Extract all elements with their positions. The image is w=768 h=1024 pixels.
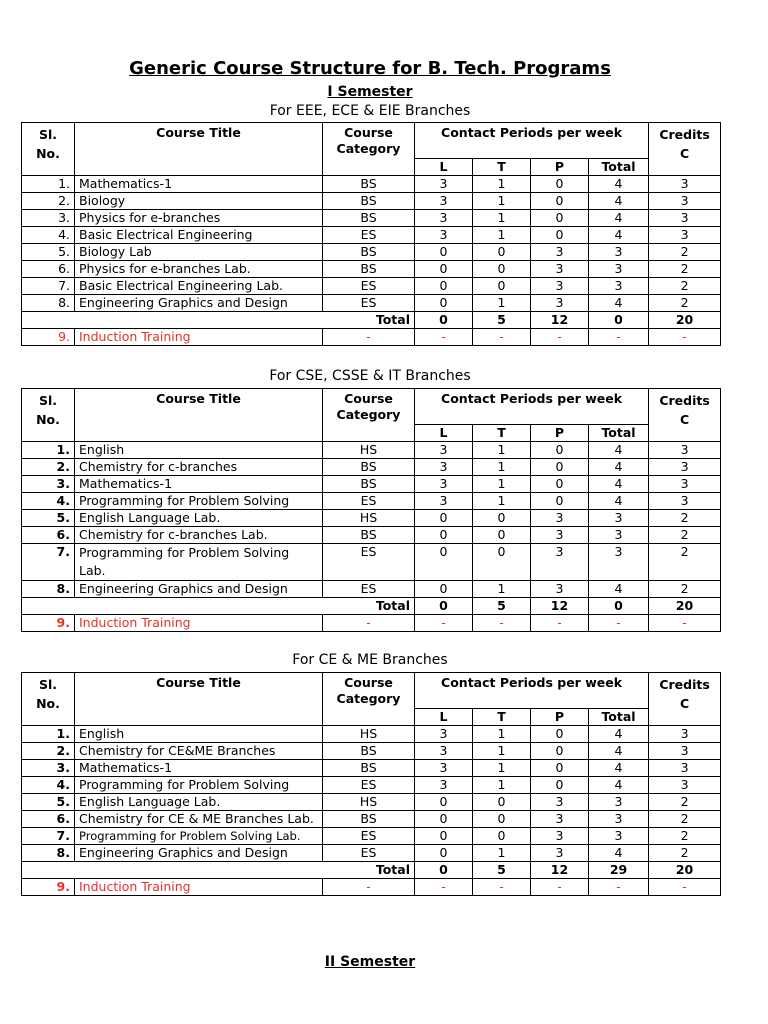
table-row: 4. Basic Electrical Engineering ES 3 1 0 4 3 [22,227,721,244]
l-header: L [415,159,473,176]
table-row: 8. Engineering Graphics and Design ES 0 1 3 4 2 [22,295,721,312]
table-row: 5. English Language Lab. HS 0 0 3 3 2 [22,510,721,527]
table-row: 3. Mathematics-1 BS 3 1 0 4 3 [22,760,721,777]
table-header-row [22,673,721,709]
branch-heading: For CE & ME Branches [292,652,448,668]
course-title-header: Course Title [75,123,323,176]
table-row: 6. Physics for e-branches Lab. BS 0 0 3 3 2 [22,261,721,278]
course-table-cse-csse-it [21,388,721,632]
branch-heading: For CSE, CSSE & IT Branches [269,368,471,384]
induction-row: 9. Induction Training - - - - - - [22,879,721,896]
table-row: 3. Physics for e-branches BS 3 1 0 4 3 [22,210,721,227]
table-row: 2. Chemistry for c-branches BS 3 1 0 4 3 [22,459,721,476]
l-header: L [415,425,473,442]
sl-header: Sl. No. [22,123,75,176]
course-title-header: Course Title [75,673,323,726]
branch-heading: For EEE, ECE & EIE Branches [269,103,471,119]
table-row: 3. Mathematics-1 BS 3 1 0 4 3 [22,476,721,493]
table-row: 5. English Language Lab. HS 0 0 3 3 2 [22,794,721,811]
total-row: Total 0 5 12 29 20 [22,862,721,879]
table-header-row [22,389,721,425]
l-header: L [415,709,473,726]
total-row: Total 0 5 12 0 20 [22,598,721,615]
table-header-row [22,123,721,159]
table-row: 6. Chemistry for c-branches Lab. BS 0 0 3 3 2 [22,527,721,544]
credits-header: Credits C [649,673,721,726]
table-row: 1. English HS 3 1 0 4 3 [22,726,721,743]
table-row: 2. Chemistry for CE&ME Branches BS 3 1 0 4 3 [22,743,721,760]
table-row: 8. Engineering Graphics and Design ES 0 1 3 4 2 [22,845,721,862]
page-title: Generic Course Structure for B. Tech. Programs [129,58,611,79]
table-row: 7. Basic Electrical Engineering Lab. ES 0 0 3 3 2 [22,278,721,295]
table-row: 4. Programming for Problem Solving ES 3 1 0 4 3 [22,777,721,794]
table-row: 5. Biology Lab BS 0 0 3 3 2 [22,244,721,261]
p-header: P [531,425,589,442]
t-header: T [473,709,531,726]
semester-heading: I Semester [327,84,413,100]
credits-header: Credits C [649,123,721,176]
contact-periods-header: Contact Periods per week [415,123,649,159]
total-header: Total [589,425,649,442]
sl-header: Sl. No. [22,389,75,442]
course-category-header: Course Category [323,123,415,176]
table-row: 1. Mathematics-1 BS 3 1 0 4 3 [22,176,721,193]
t-header: T [473,159,531,176]
table-row: 1. English HS 3 1 0 4 3 [22,442,721,459]
induction-row: 9. Induction Training - - - - - - [22,615,721,632]
semester-heading-2: II Semester [324,954,416,970]
p-header: P [531,709,589,726]
course-table-ce-me [21,672,721,896]
credits-header: Credits C [649,389,721,442]
course-category-header: Course Category [323,389,415,442]
total-row: Total 0 5 12 0 20 [22,312,721,329]
total-header: Total [589,159,649,176]
t-header: T [473,425,531,442]
induction-row: 9. Induction Training - - - - - - [22,329,721,346]
contact-periods-header: Contact Periods per week [415,673,649,709]
p-header: P [531,159,589,176]
table-row: 4. Programming for Problem Solving ES 3 1 0 4 3 [22,493,721,510]
contact-periods-header: Contact Periods per week [415,389,649,425]
table-row: 8. Engineering Graphics and Design ES 0 1 3 4 2 [22,581,721,598]
table-row: 7. Programming for Problem Solving Lab. ES 0 0 3 3 2 [22,828,721,845]
course-category-header: Course Category [323,673,415,726]
total-header: Total [589,709,649,726]
course-title-header: Course Title [75,389,323,442]
table-row: 6. Chemistry for CE & ME Branches Lab. BS 0 0 3 3 2 [22,811,721,828]
sl-header: Sl. No. [22,673,75,726]
table-row: 7. Programming for Problem Solving Lab. ES 0 0 3 3 2 [22,544,721,581]
course-table-eee-ece-eie [21,122,721,346]
table-row: 2. Biology BS 3 1 0 4 3 [22,193,721,210]
